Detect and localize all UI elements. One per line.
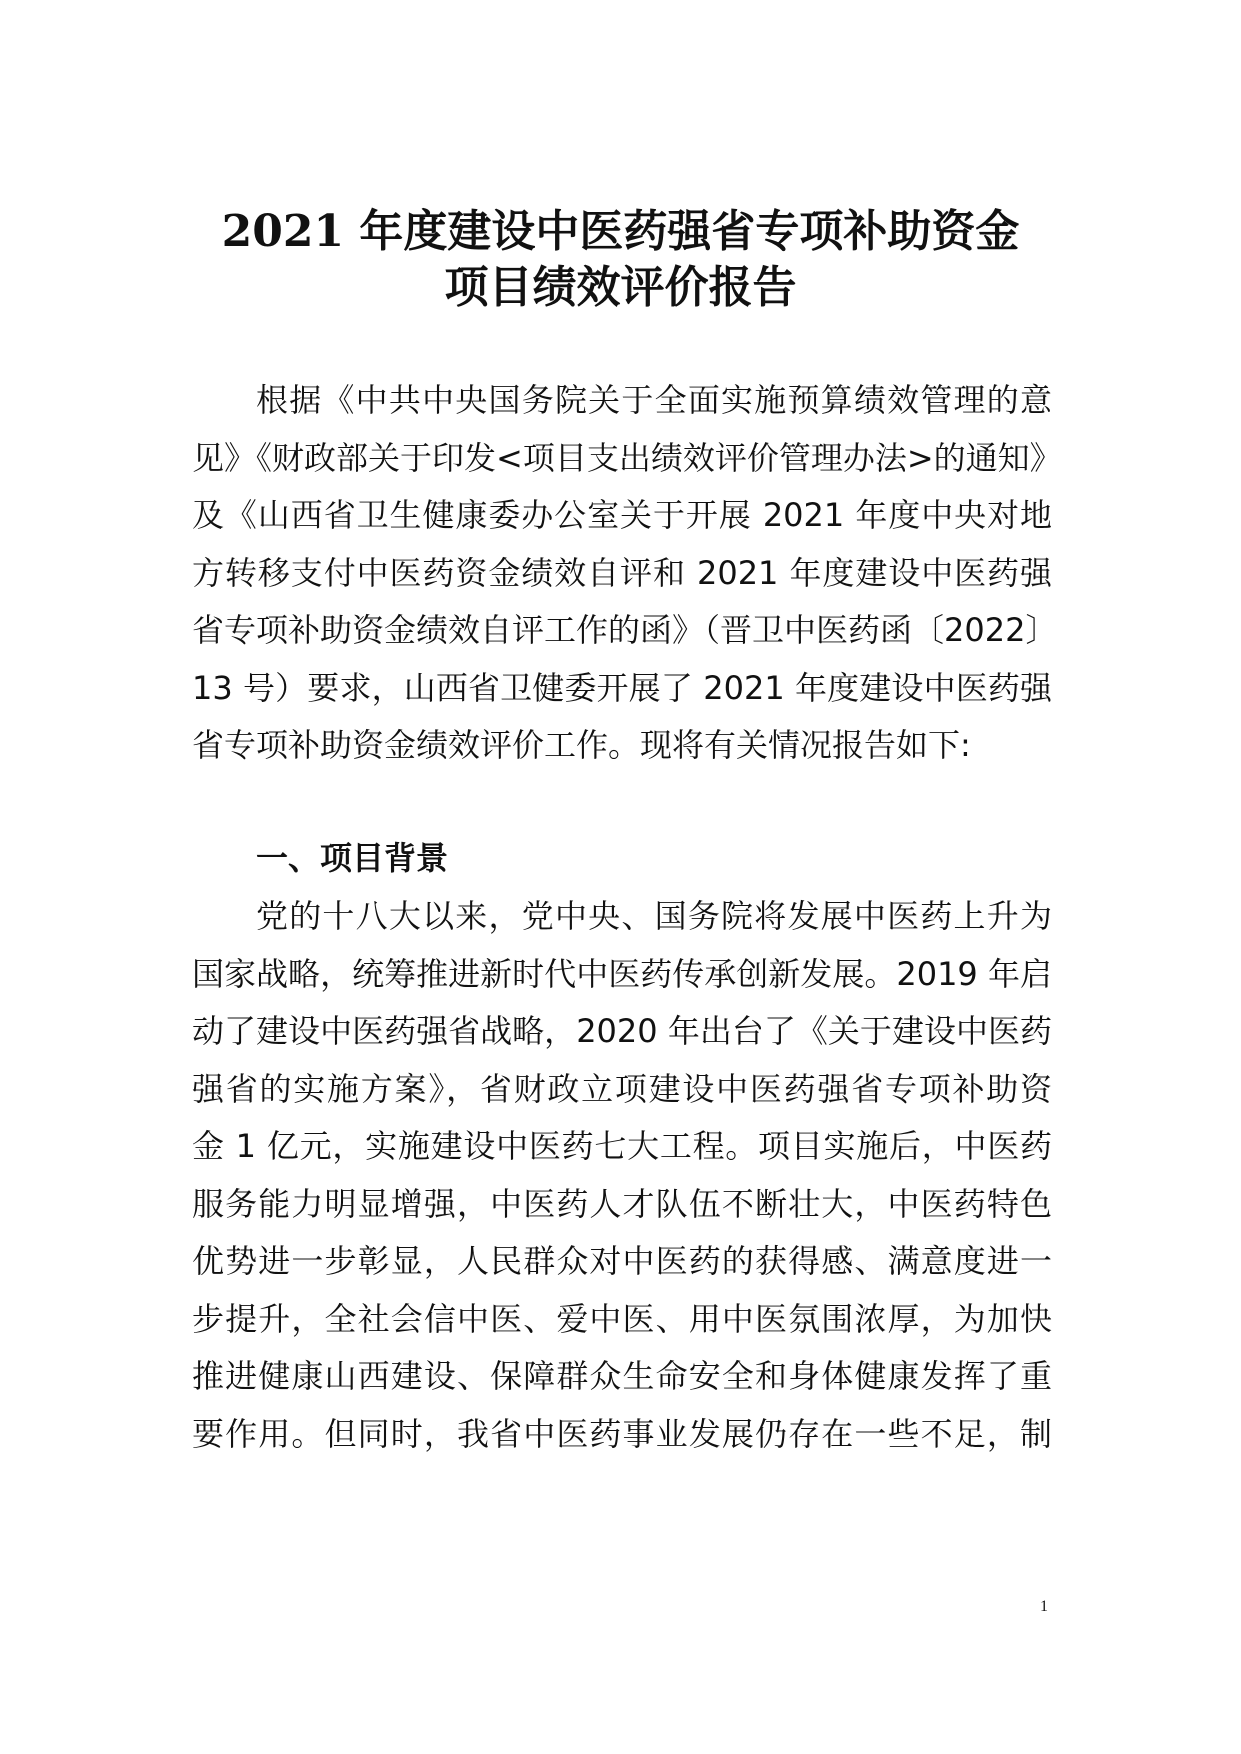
- paragraph-line: 金 1 亿元，实施建设中医药七大工程。项目实施后，中医药: [192, 1127, 1052, 1165]
- paragraph-line: 国家战略，统筹推进新时代中医药传承创新发展。2019 年启: [192, 954, 1052, 993]
- paragraph-line: 强省的实施方案》，省财政立项建设中医药强省专项补助资: [192, 1069, 1052, 1108]
- paragraph-line: 省专项补助资金绩效自评工作的函》（晋卫中医药函〔2022〕: [192, 611, 1058, 649]
- paragraph-line: 党的十八大以来，党中央、国务院将发展中医药上升为: [256, 897, 1052, 935]
- paragraph-line: 省专项补助资金绩效评价工作。现将有关情况报告如下:: [192, 726, 971, 764]
- paragraph-line: 及《山西省卫生健康委办公室关于开展 2021 年度中央对地: [192, 496, 1052, 534]
- document-title-line-1: 2021 年度建设中医药强省专项补助资金: [221, 206, 1020, 257]
- paragraph-line: 步提升，全社会信中医、爱中医、用中医氛围浓厚，为加快: [192, 1299, 1052, 1338]
- paragraph-line: 推进健康山西建设、保障群众生命安全和身体健康发挥了重: [192, 1357, 1052, 1395]
- document-title-line-2: 项目绩效评价报告: [444, 262, 797, 313]
- paragraph-line: 服务能力明显增强，中医药人才队伍不断壮大，中医药特色: [192, 1184, 1052, 1223]
- paragraph-line: 根据《中共中央国务院关于全面实施预算绩效管理的意: [256, 381, 1052, 419]
- paragraph-line: 要作用。但同时，我省中医药事业发展仍存在一些不足，制: [192, 1414, 1052, 1453]
- section-heading-background: 一、项目背景: [256, 839, 449, 877]
- paragraph-intro: [192, 372, 1062, 775]
- paragraph-line: 方转移支付中医药资金绩效自评和 2021 年度建设中医药强: [192, 553, 1052, 592]
- paragraph-line: 见》《财政部关于印发<项目支出绩效评价管理办法>的通知》: [192, 438, 1062, 477]
- paragraph-line: 优势进一步彰显，人民群众对中医药的获得感、满意度进一: [192, 1242, 1052, 1280]
- page-number: 1: [1040, 1598, 1048, 1615]
- paragraph-line: 13 号）要求，山西省卫健委开展了 2021 年度建设中医药强: [192, 668, 1052, 707]
- paragraph-line: 动了建设中医药强省战略，2020 年出台了《关于建设中医药: [192, 1012, 1052, 1050]
- paragraph-background: [192, 888, 1052, 1463]
